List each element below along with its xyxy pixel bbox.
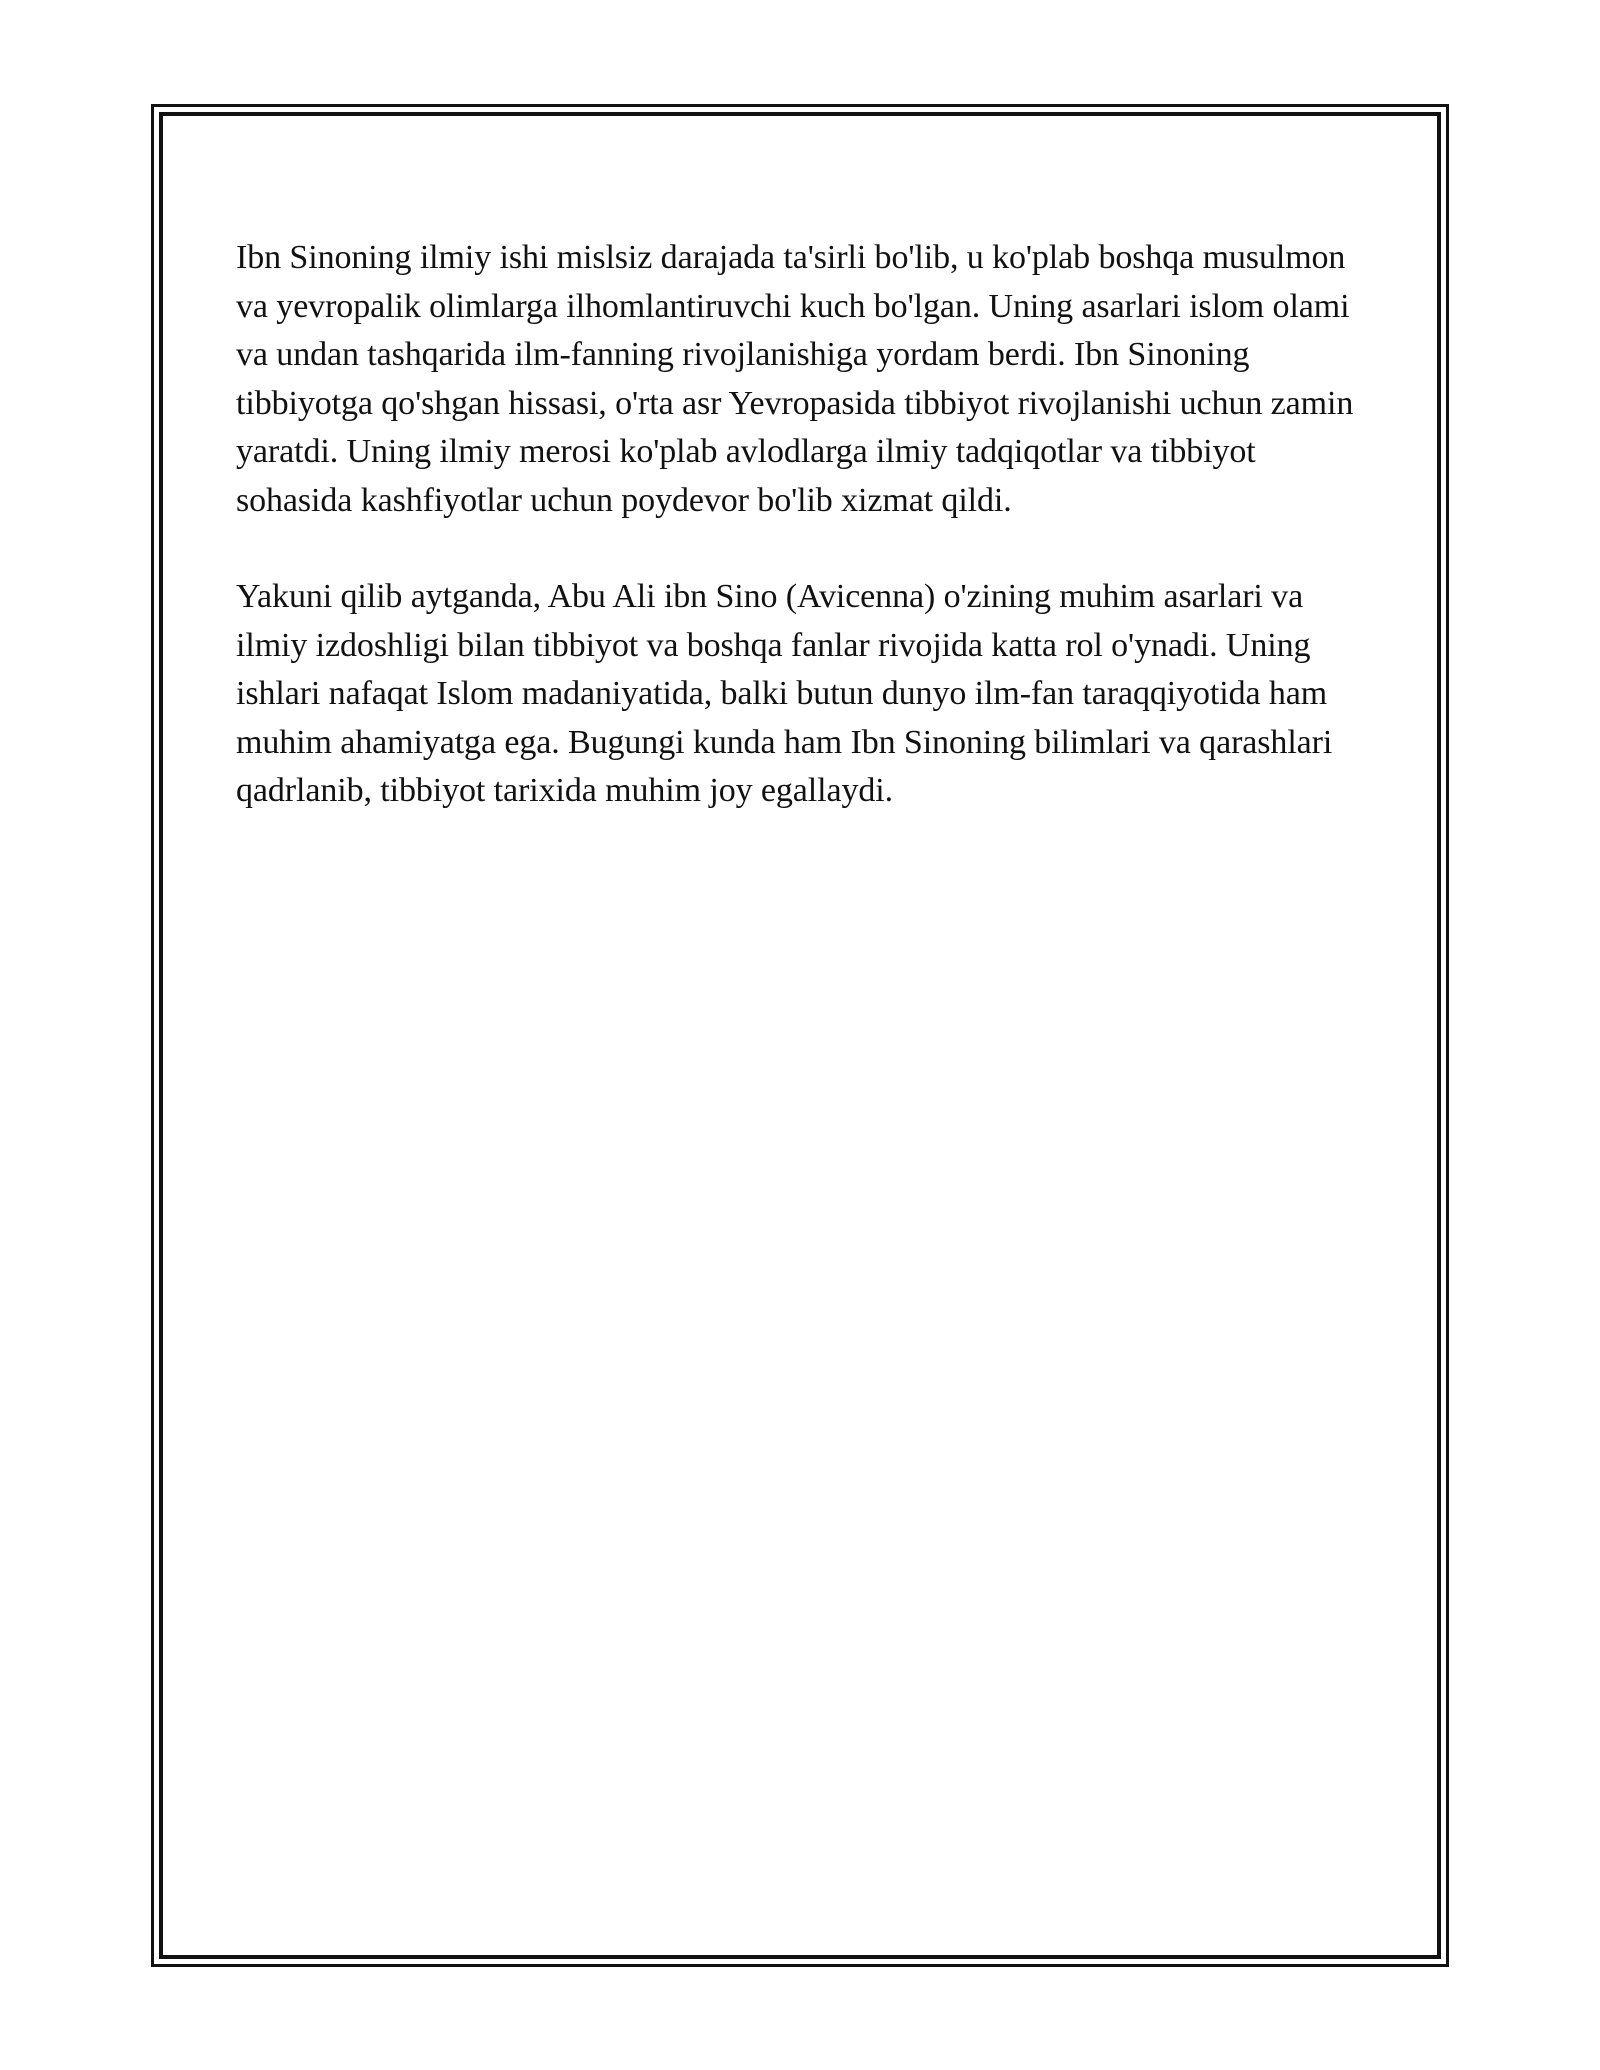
paragraph-conclusion: Yakuni qilib aytganda, Abu Ali ibn Sino (Avicenna) o'zining muhim asarlari va ilmiy izdoshligi bilan tibbiyot va boshqa fanlar rivojida katta rol o'ynadi. Uning ishlari nafaqat Islom madaniyatida, balki butun dunyo ilm-fan taraqqiyotida ham muhim ahamiyatga ega. Bugungi kunda ham Ibn Sinoning bilimlari va qarashlari qadrlanib, tibbiyot tarixida muhim joy egallaydi. xyxy=(236,578,1333,809)
paragraph-legacy: Ibn Sinoning ilmiy ishi mislsiz darajada ta'sirli bo'lib, u ko'plab boshqa musulmon va yevropalik olimlarga ilhomlantiruvchi kuch bo'lgan. Uning asarlari islom olami va undan tashqarida ilm-fanning rivojlanishiga yordam berdi. Ibn Sinoning tibbiyotga qo'shgan hissasi, o'rta asr Yevropasida tibbiyot rivojlanishi uchun zamin yaratdi. Uning ilmiy merosi ko'plab avlodlarga ilmiy tadqiqotlar va tibbiyot sohasida kashfiyotlar uchun poydevor bo'lib xizmat qildi. xyxy=(236,239,1354,519)
document-body xyxy=(236,234,1366,816)
